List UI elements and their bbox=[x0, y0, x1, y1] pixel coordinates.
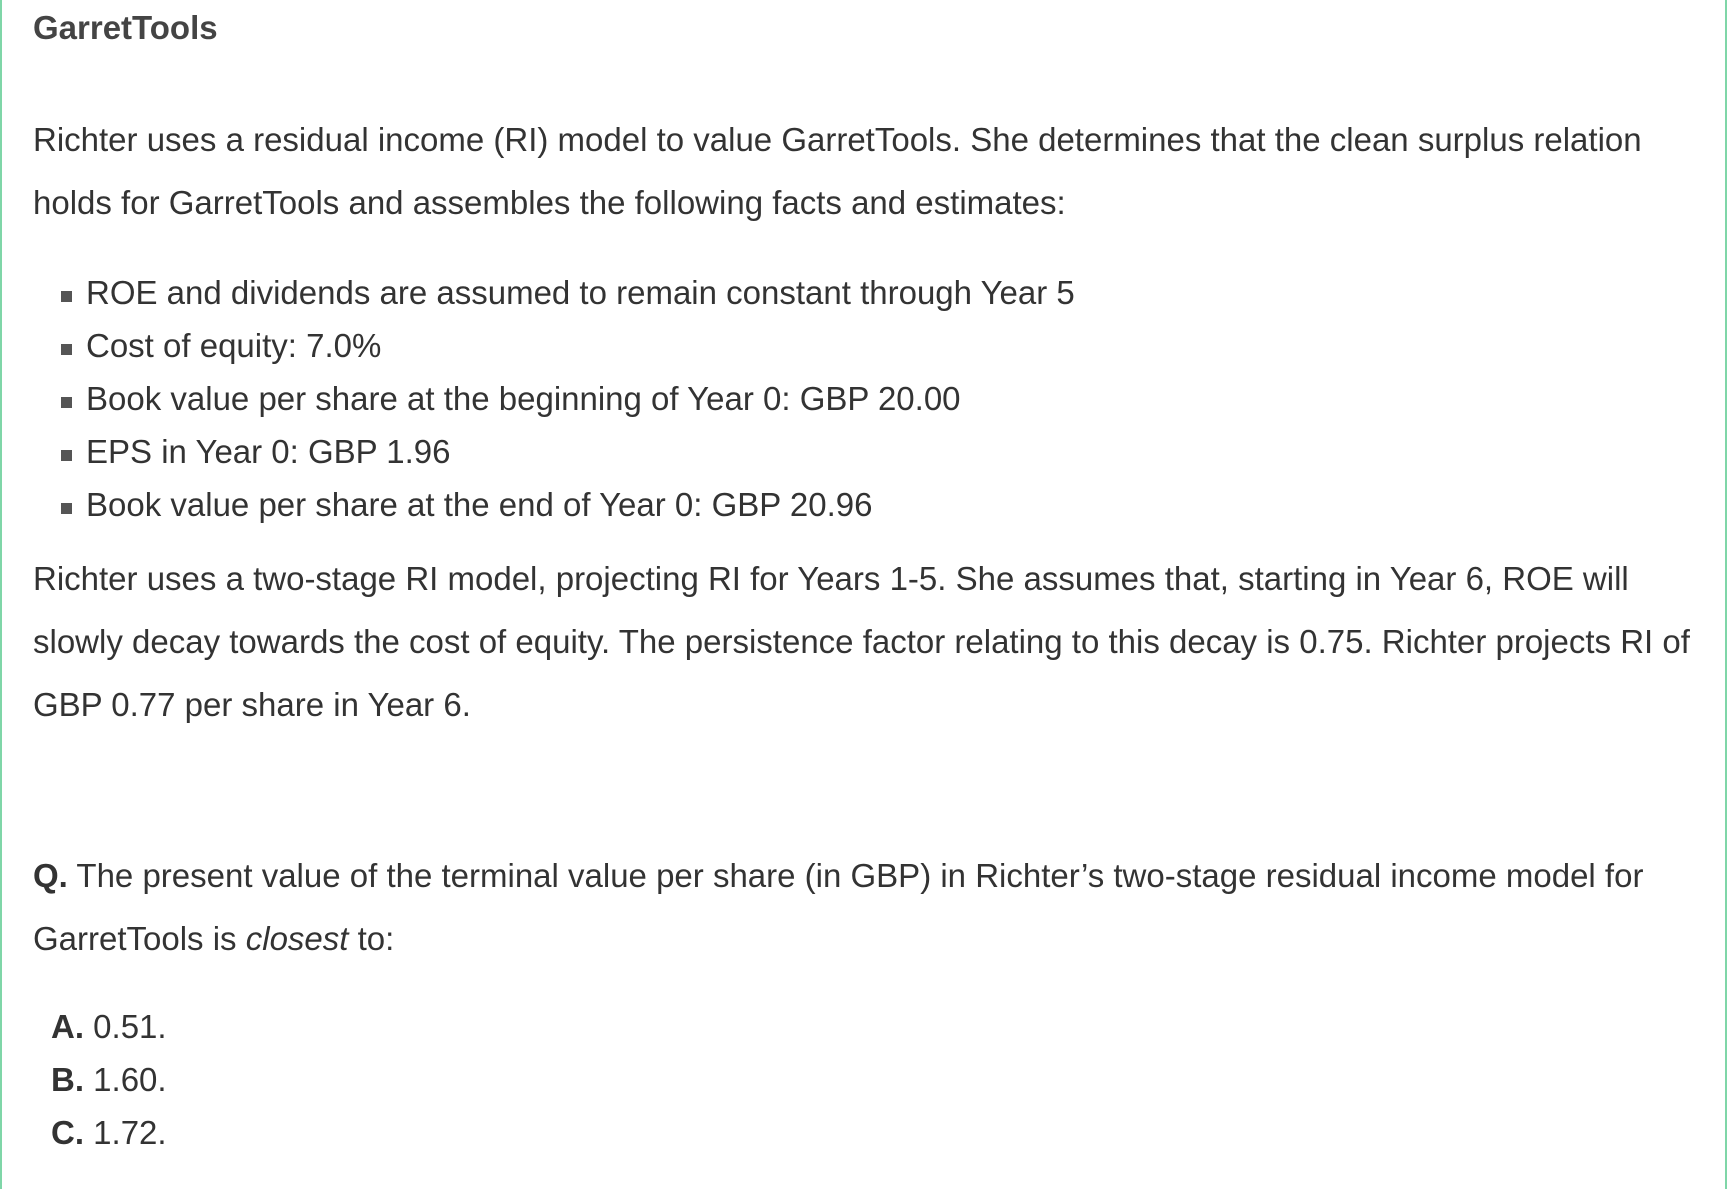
option-c[interactable] bbox=[51, 1106, 1713, 1159]
question-text: The present value of the terminal value per share (in GBP) in Richter’s two-stage residual income model for GarretTools is bbox=[33, 857, 1644, 957]
question-stem bbox=[33, 844, 1713, 970]
question-label: Q. bbox=[33, 857, 68, 894]
fact-text: Book value per share at the beginning of Year 0: GBP 20.00 bbox=[86, 380, 961, 417]
option-label: C. bbox=[51, 1114, 84, 1151]
fact-item bbox=[33, 266, 1713, 319]
square-bullet-icon bbox=[61, 450, 72, 461]
question-content bbox=[33, 0, 1713, 1159]
square-bullet-icon bbox=[61, 344, 72, 355]
fact-item bbox=[33, 478, 1713, 531]
fact-text: Cost of equity: 7.0% bbox=[86, 327, 382, 364]
option-b[interactable] bbox=[51, 1053, 1713, 1106]
fact-text: Book value per share at the end of Year 0: GBP 20.96 bbox=[86, 486, 873, 523]
scenario-paragraph: Richter uses a two-stage RI model, projecting RI for Years 1-5. She assumes that, starting in Year 6, ROE will slowly decay towards the cost of equity. The persistence factor relating to this decay is 0.75. Richter projects RI of GBP 0.77 per share in Year 6. bbox=[33, 560, 1690, 723]
option-label: B. bbox=[51, 1061, 84, 1098]
square-bullet-icon bbox=[61, 503, 72, 514]
option-text: 1.72. bbox=[93, 1114, 167, 1151]
facts-list bbox=[33, 266, 1713, 531]
square-bullet-icon bbox=[61, 397, 72, 408]
question-emphasis: closest bbox=[245, 920, 349, 957]
fact-item bbox=[33, 425, 1713, 478]
fact-item bbox=[33, 372, 1713, 425]
case-title: GarretTools bbox=[33, 9, 218, 46]
option-label: A. bbox=[51, 1008, 84, 1045]
fact-text: ROE and dividends are assumed to remain constant through Year 5 bbox=[86, 274, 1075, 311]
question-text-end: to: bbox=[357, 920, 395, 957]
fact-text: EPS in Year 0: GBP 1.96 bbox=[86, 433, 451, 470]
option-text: 0.51. bbox=[93, 1008, 167, 1045]
square-bullet-icon bbox=[61, 291, 72, 302]
option-a[interactable] bbox=[51, 1000, 1713, 1053]
option-text: 1.60. bbox=[93, 1061, 167, 1098]
intro-paragraph: Richter uses a residual income (RI) model to value GarretTools. She determines that the clean surplus relation holds for GarretTools and assembles the following facts and estimates: bbox=[33, 121, 1642, 221]
fact-item bbox=[33, 319, 1713, 372]
answer-options bbox=[51, 1000, 1713, 1159]
